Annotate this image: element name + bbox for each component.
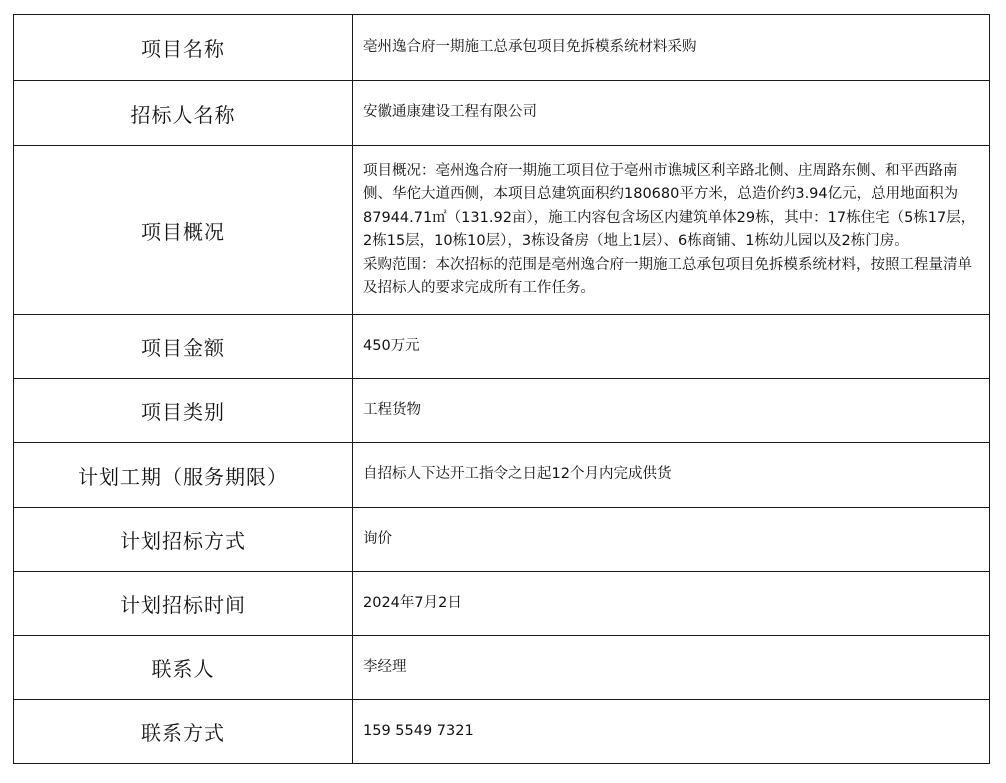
project-category-label: 项目类别 (14, 379, 353, 443)
overview-text: 项目概况：亳州逸合府一期施工项目位于亳州市谯城区利辛路北侧、庄周路东侧、和平西路南侧、华佗大道西侧，本项目总建筑面积约180680平方米，总造价约3.94亿元，总用地面积为87944.71㎡（131.92亩），施工内容包含场区内建筑单体29栋，其中：17栋住宅（5栋17层，2栋15层，10栋10层），3栋设备房（地上1层）、6栋商铺、1栋幼儿园以及2栋门房。 (363, 162, 976, 249)
project-name-label: 项目名称 (14, 15, 353, 81)
row-tender-method (14, 508, 990, 572)
row-project-amount (14, 315, 990, 379)
row-tender-time (14, 572, 990, 636)
contact-phone-value: 159 5549 7321 (353, 700, 990, 764)
project-category-value: 工程货物 (353, 379, 990, 443)
project-amount-label: 项目金额 (14, 315, 353, 379)
row-contact-phone (14, 700, 990, 764)
planned-duration-label: 计划工期（服务期限） (14, 443, 353, 508)
contact-person-label: 联系人 (14, 636, 353, 700)
row-contact-person (14, 636, 990, 700)
tenderer-name-label: 招标人名称 (14, 81, 353, 146)
procurement-scope-text: 采购范围：本次招标的范围是亳州逸合府一期施工总承包项目免拆模系统材料，按照工程量清单及招标人的要求完成所有工作任务。 (363, 256, 972, 296)
tender-info-table (13, 14, 990, 764)
tender-time-value: 2024年7月2日 (353, 572, 990, 636)
contact-phone-label: 联系方式 (14, 700, 353, 764)
tender-time-label: 计划招标时间 (14, 572, 353, 636)
project-overview-label: 项目概况 (14, 146, 353, 315)
row-project-category (14, 379, 990, 443)
row-planned-duration (14, 443, 990, 508)
project-overview-value (353, 146, 990, 315)
tenderer-name-value: 安徽通康建设工程有限公司 (353, 81, 990, 146)
row-project-overview (14, 146, 990, 315)
contact-person-value: 李经理 (353, 636, 990, 700)
row-project-name (14, 15, 990, 81)
project-amount-value: 450万元 (353, 315, 990, 379)
planned-duration-value: 自招标人下达开工指令之日起12个月内完成供货 (353, 443, 990, 508)
row-tenderer-name (14, 81, 990, 146)
project-name-value: 亳州逸合府一期施工总承包项目免拆模系统材料采购 (353, 15, 990, 81)
tender-method-value: 询价 (353, 508, 990, 572)
tender-method-label: 计划招标方式 (14, 508, 353, 572)
